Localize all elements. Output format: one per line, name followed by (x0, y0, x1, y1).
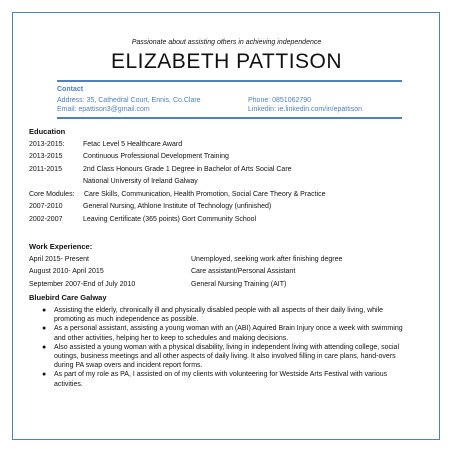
education-detail: Care Skills, Communication, Health Promotion, Social Care Theory & Practice (84, 191, 326, 198)
duties-list (38, 306, 408, 389)
education-detail: 2nd Class Honours Grade 1 Degree in Bachelor of Arts Social Care (83, 166, 292, 173)
duty-text: Assisting the elderly, chronically ill and physically disabled people with all aspects of their daily living, while promoting as much independence as possible. (54, 307, 384, 324)
experience-date: September 2007-End of July 2010 (29, 281, 136, 288)
employer-title: Bluebird Care Galway (29, 293, 107, 302)
contact-email[interactable]: Email: epattison3@gmail.com (57, 106, 150, 113)
contact-linkedin[interactable]: Linkedin: ie.linkedin.com/in/epattison (248, 106, 363, 113)
list-item (38, 324, 408, 342)
duty-text: As part of my role as PA, I assisted on of my clients with volunteering for Westside Arts Festival with various activities. (54, 371, 388, 388)
bullet-icon: ● (42, 343, 47, 351)
education-date: 2013-2015: (29, 141, 65, 148)
header-rule-bottom (57, 117, 402, 119)
education-detail: Leaving Certificate (365 points) Gort Community School (83, 216, 257, 223)
experience-detail: Unemployed, seeking work after finishing degree (191, 256, 343, 263)
education-title: Education (29, 127, 66, 136)
education-date: 2002-2007 (29, 216, 63, 223)
education-detail: National University of Ireland Galway (83, 178, 198, 185)
education-date: Core Modules: (29, 191, 75, 198)
tagline: Passionate about assisting others in achieving independence (131, 39, 322, 46)
contact-phone: Phone: 0851062790 (248, 97, 312, 104)
experience-detail: Care assistant/Personal Assistant (191, 268, 296, 275)
header-rule-top (57, 80, 402, 82)
contact-heading: Contact (57, 86, 84, 93)
education-detail: Fetac Level 5 Healthcare Award (83, 141, 183, 148)
bullet-icon: ● (42, 307, 47, 314)
education-date: 2007-2010 (29, 203, 63, 210)
education-detail: General Nursing, Athlone Institute of Technology (unfinished) (83, 203, 272, 210)
experience-date: August 2010- April 2015 (29, 268, 104, 275)
list-item (38, 343, 408, 371)
duty-text: As a personal assistant, assisting a young woman with an (ABI) Aquired Brain Injury once a week with swimming and other activities, helping her to keep to schedules and making decisions. (54, 325, 403, 342)
experience-title: Work Experience: (29, 242, 93, 251)
experience-detail: General Nursing Training (AIT) (191, 281, 287, 288)
contact-address: Address: 35, Cathedral Court, Ennis, Co.Clare (57, 97, 201, 104)
list-item (38, 306, 408, 324)
bullet-icon: ● (42, 371, 47, 379)
education-date: 2013-2015 (29, 153, 63, 160)
education-detail: Continuous Professional Development Training (83, 153, 229, 160)
list-item (38, 370, 408, 388)
experience-date: April 2015- Present (29, 256, 89, 263)
duty-text: Also assisted a young woman with a physical disability, living in independent living with attending college, social outings, business meetings and all other aspects of daily living. It also involved filling in care plans, hand-overs during PA swap overs and incident report forms. (54, 343, 400, 370)
education-date: 2011-2015 (29, 166, 62, 173)
resume-name: ELIZABETH PATTISON (110, 50, 343, 73)
bullet-icon: ● (42, 325, 47, 333)
